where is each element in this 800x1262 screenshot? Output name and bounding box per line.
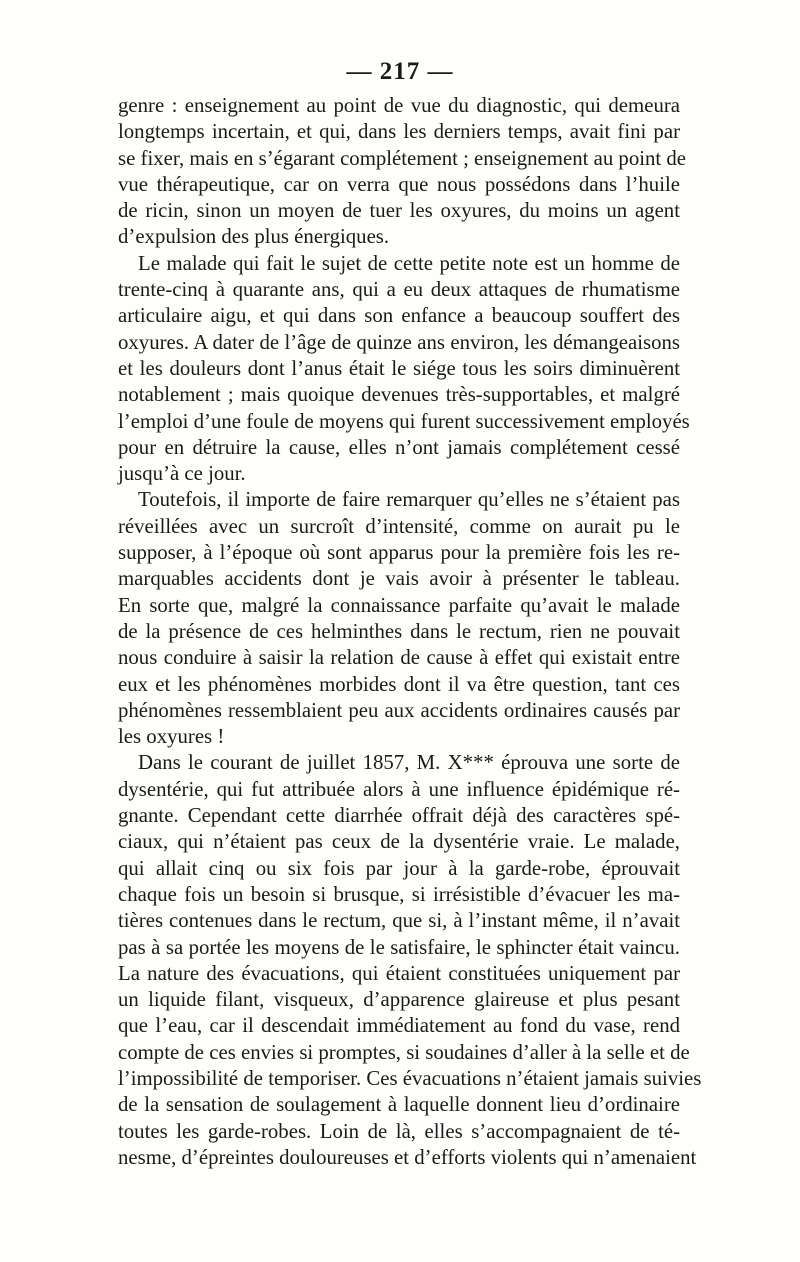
text-line: dysentérie, qui fut attribuée alors à une influence épidémique ré-: [118, 777, 680, 801]
text-line: nesme, d’épreintes douloureuses et d’efforts violents qui n’amenaient: [118, 1145, 697, 1169]
text-line: trente-cinq à quarante ans, qui a eu deux attaques de rhumatisme: [118, 278, 680, 302]
text-line: réveillées avec un surcroît d’intensité, comme on aurait pu le: [118, 514, 680, 538]
text-line: supposer, à l’époque où sont apparus pour la première fois les re-: [118, 541, 680, 565]
text-line: et les douleurs dont l’anus était le siége tous les soirs diminuèrent: [118, 356, 680, 380]
text-line: un liquide filant, visqueux, d’apparence glaireuse et plus pesant: [118, 988, 680, 1012]
text-line: Toutefois, il importe de faire remarquer qu’elles ne s’étaient pas: [138, 488, 680, 512]
text-line: de ricin, sinon un moyen de tuer les oxyures, du moins un agent: [118, 199, 680, 223]
text-line: l’impossibilité de temporiser. Ces évacuations n’étaient jamais suivies: [118, 1066, 702, 1090]
text-line: oxyures. A dater de l’âge de quinze ans environ, les démangeaisons: [118, 330, 680, 354]
paragraph-1: [118, 93, 686, 251]
text-line: chaque fois un besoin si brusque, si irrésistible d’évacuer les ma-: [118, 882, 680, 906]
text-line: phénomènes ressemblaient peu aux accidents ordinaires causés par: [118, 698, 680, 722]
text-line: de la présence de ces helminthes dans le rectum, rien ne pouvait: [118, 619, 680, 643]
text-line: se fixer, mais en s’égarant complétement ; enseignement au point de: [118, 146, 686, 170]
text-line: genre : enseignement au point de vue du diagnostic, qui demeura: [118, 94, 680, 117]
text-line: notablement ; mais quoique devenues très-supportables, et malgré: [118, 383, 680, 407]
text-line: de la sensation de soulagement à laquelle donnent lieu d’ordinaire: [118, 1093, 680, 1117]
text-line: eux et les phénomènes morbides dont il va être question, tant ces: [118, 672, 680, 696]
text-line: tières contenues dans le rectum, que si, à l’instant même, il n’avait: [118, 909, 680, 933]
text-line: La nature des évacuations, qui étaient constituées uniquement par: [118, 961, 680, 985]
text-line: nous conduire à saisir la relation de cause à effet qui existait entre: [118, 646, 680, 670]
text-line: que l’eau, car il descendait immédiatement au fond du vase, rend: [118, 1014, 680, 1038]
text-line: les oxyures !: [118, 725, 225, 749]
text-line: pas à sa portée les moyens de le satisfaire, le sphincter était vaincu.: [118, 935, 680, 959]
text-line: Dans le courant de juillet 1857, M. X*** éprouva une sorte de: [138, 751, 680, 775]
paragraph-4: [118, 750, 702, 1171]
text-line: articulaire aigu, et qui dans son enfance a beaucoup souffert des: [118, 304, 680, 328]
text-line: En sorte que, malgré la connaissance parfaite qu’avait le malade: [118, 593, 680, 617]
text-line: pour en détruire la cause, elles n’ont jamais complétement cessé: [118, 435, 680, 459]
text-line: compte de ces envies si promptes, si soudaines d’aller à la selle et de: [118, 1040, 690, 1064]
text-line: d’expulsion des plus énergiques.: [118, 225, 390, 249]
text-line: Le malade qui fait le sujet de cette petite note est un homme de: [138, 251, 680, 275]
text-line: jusqu’à ce jour.: [118, 462, 246, 486]
paragraph-3: [118, 487, 680, 750]
text-line: gnante. Cependant cette diarrhée offrait déjà des caractères spé-: [118, 804, 680, 828]
page-number: — 217 —: [346, 58, 454, 85]
body-text: [118, 93, 702, 1171]
text-line: toutes les garde-robes. Loin de là, elles s’accompagnaient de té-: [118, 1119, 680, 1143]
text-line: ciaux, qui n’étaient pas ceux de la dysentérie vraie. Le malade,: [118, 830, 680, 854]
text-line: longtemps incertain, et qui, dans les derniers temps, avait fini par: [118, 120, 680, 144]
text-line: vue thérapeutique, car on verra que nous possédons dans l’huile: [118, 172, 680, 196]
text-line: qui allait cinq ou six fois par jour à la garde-robe, éprouvait: [118, 856, 680, 880]
text-line: l’emploi d’une foule de moyens qui furent successivement employés: [118, 409, 690, 433]
paragraph-2: [118, 251, 690, 488]
text-line: marquables accidents dont je vais avoir à présenter le tableau.: [118, 567, 680, 591]
